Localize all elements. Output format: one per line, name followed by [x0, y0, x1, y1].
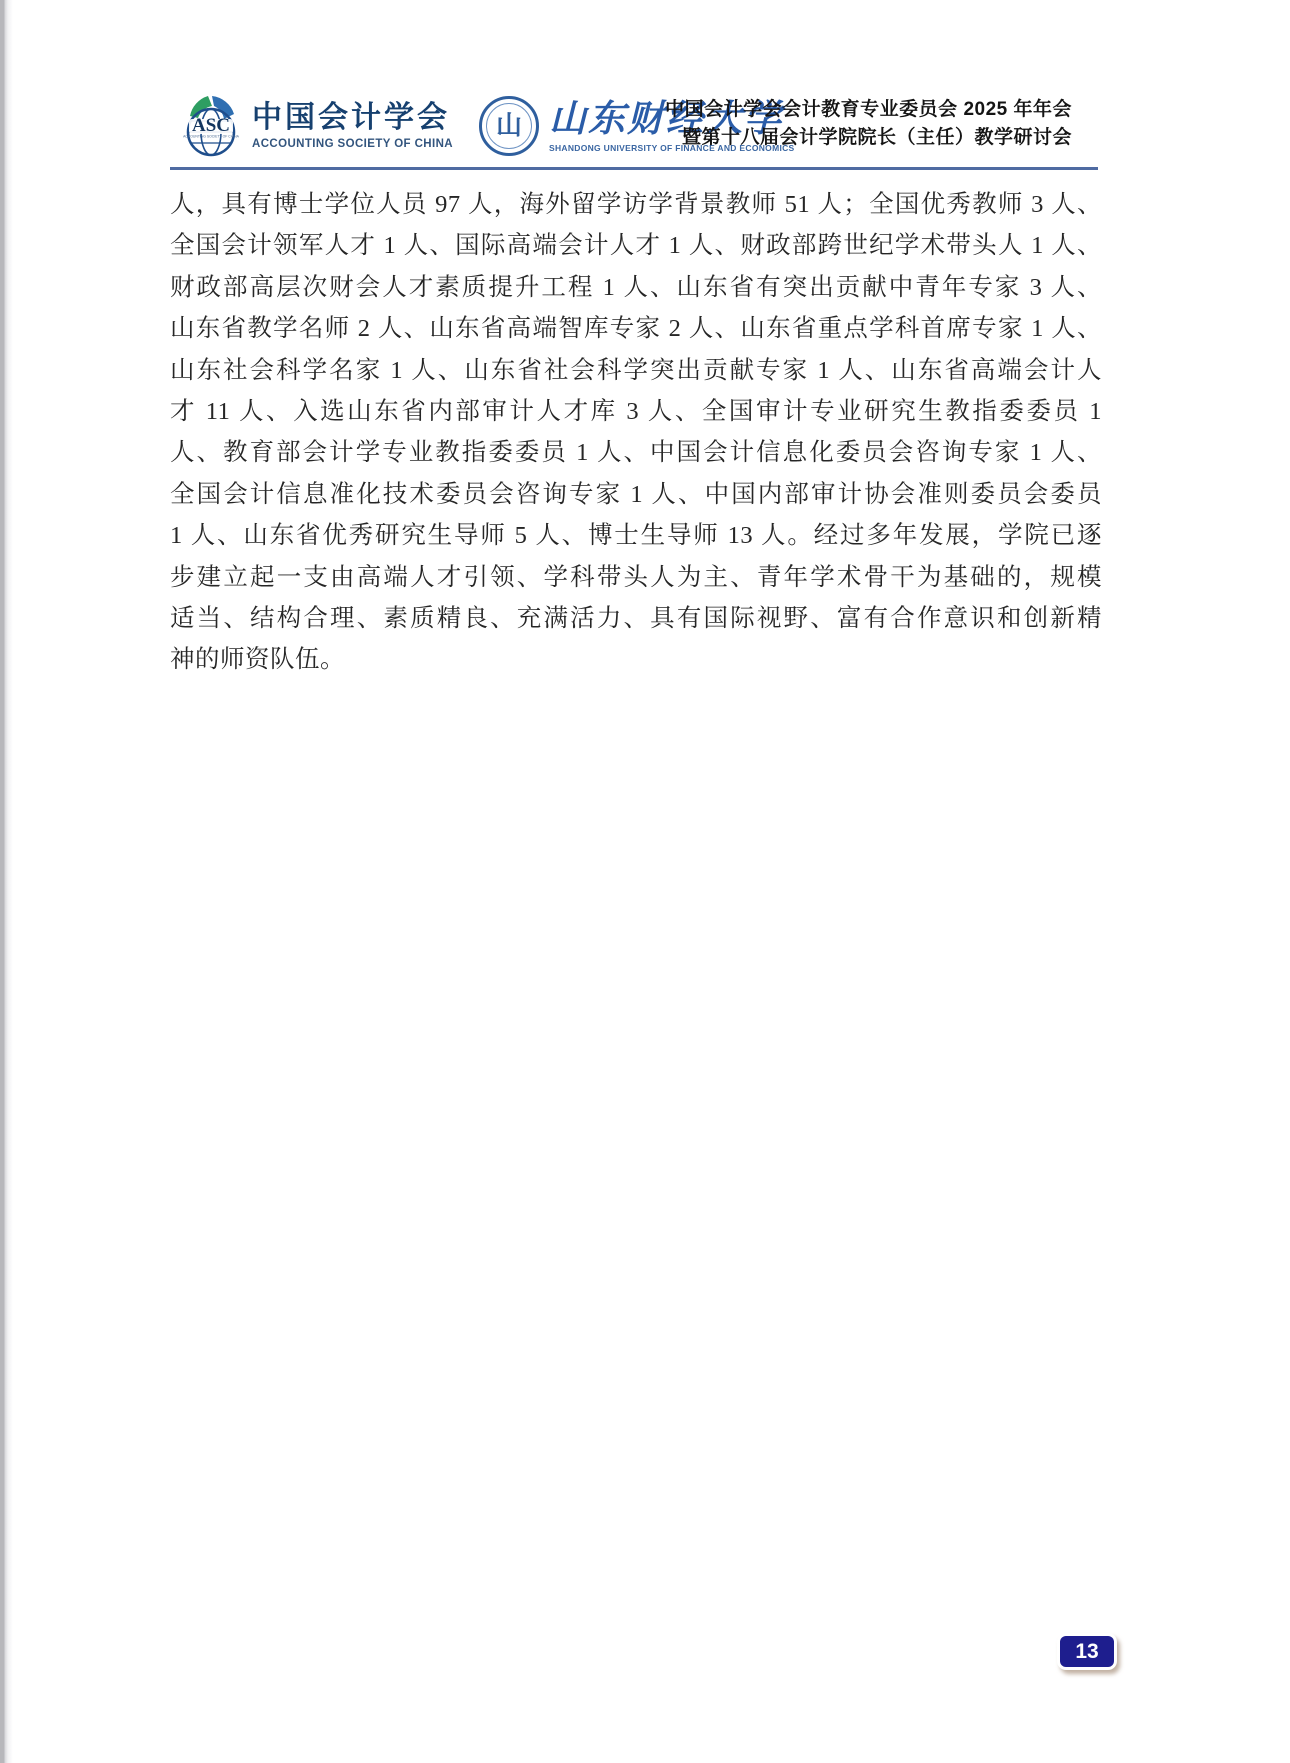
body-line: 全国会计领军人才 1 人、国际高端会计人才 1 人、财政部跨世纪学术带头人 1 人、: [170, 232, 1102, 260]
asc-logo-text: [252, 102, 453, 150]
sdufe-english-name: SHANDONG UNIVERSITY OF FINANCE AND ECONOMICS: [548, 142, 795, 153]
body-line: 财政部高层次财会人才素质提升工程 1 人、山东省有突出贡献中青年专家 3 人、: [170, 273, 1102, 301]
page-header: [170, 88, 1100, 170]
body-line: 神的师资队伍。: [170, 646, 345, 674]
conference-title: [665, 96, 1072, 152]
body-line: 人，具有博士学位人员 97 人，海外留学访学背景教师 51 人；全国优秀教师 3 人、: [170, 191, 1102, 218]
body-line: 全国会计信息准化技术委员会咨询专家 1 人、中国内部审计协会准则委员会委员: [170, 480, 1102, 508]
body-paragraph: [170, 184, 1102, 681]
body-line: 山东省教学名师 2 人、山东省高端智库专家 2 人、山东省重点学科首席专家 1 人、: [170, 315, 1102, 343]
page-number: 13: [1060, 1636, 1114, 1667]
conference-title-line1: 中国会计学会会计教育专业委员会 2025 年年会: [665, 99, 1072, 120]
body-line: 才 11 人、入选山东省内部审计人才库 3 人、全国审计专业研究生教指委委员 1: [170, 398, 1102, 426]
page-number-badge: [1057, 1633, 1117, 1670]
asc-chinese-name: 中国会计学会: [252, 101, 450, 134]
sdufe-emblem-icon: [479, 96, 539, 156]
body-line: 山东社会科学名家 1 人、山东省社会科学突出贡献专家 1 人、山东省高端会计人: [170, 356, 1102, 384]
asc-english-name: ACCOUNTING SOCIETY OF CHINA: [252, 138, 453, 150]
header-divider-rule: [170, 167, 1098, 170]
body-line: 适当、结构合理、素质精良、充满活力、具有国际视野、富有合作意识和创新精: [170, 605, 1102, 633]
svg-text:ASC: ASC: [191, 115, 231, 136]
page-left-edge: [0, 0, 14, 1763]
sdufe-chinese-name: 山东财经大学: [548, 98, 783, 140]
body-line: 人、教育部会计学专业教指委委员 1 人、中国会计信息化委员会咨询专家 1 人、: [170, 439, 1102, 467]
svg-text:ACCOUNTING SOCIETY OF CHINA: ACCOUNTING SOCIETY OF CHINA: [183, 134, 239, 139]
body-line: 1 人、山东省优秀研究生导师 5 人、博士生导师 13 人。经过多年发展，学院已逐: [170, 522, 1102, 550]
sdufe-emblem-glyph: 山: [495, 111, 522, 140]
asc-globe-icon: [182, 94, 242, 158]
body-line: 步建立起一支由高端人才引领、学科带头人为主、青年学术骨干为基础的，规模: [170, 563, 1102, 591]
asc-logo: [182, 94, 453, 158]
sdufe-emblem-ring: [486, 103, 532, 149]
conference-title-line2: 暨第十八届会计学院院长（主任）教学研讨会: [681, 127, 1072, 148]
